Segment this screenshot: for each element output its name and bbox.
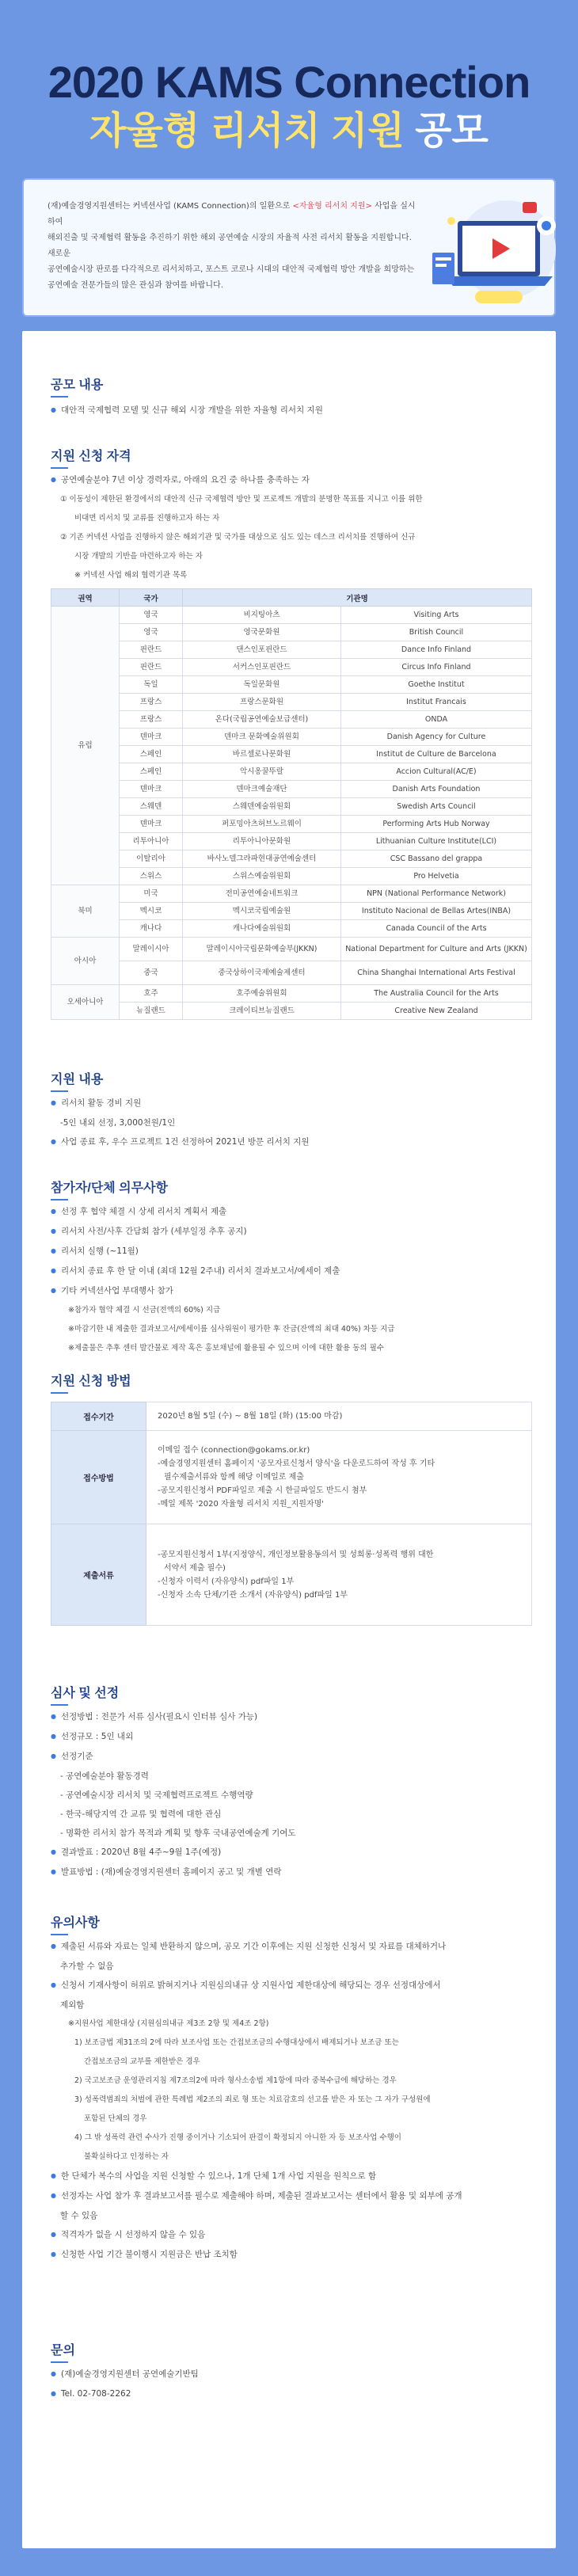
country-cell: 영국 (120, 607, 183, 624)
org-name-ko-cell: 독일문화원 (183, 676, 341, 694)
notes-line: 불확실하다고 인정하는 자 (84, 2152, 169, 2161)
section-apply (51, 1373, 532, 1626)
country-cell: 프랑스 (120, 711, 183, 729)
org-name-ko-cell: 바사노델그라파현대공연예술센터 (183, 850, 341, 868)
section-selection (51, 1685, 532, 1882)
intro-line-2: 해외진출 및 국제협력 활동을 추진하기 위한 해외 공연예술 시장의 자율적 사전 리서치 활동을 지원합니다. 새로운 (48, 234, 412, 258)
eligibility-line: 비대면 리서치 및 교류를 진행하고자 하는 자 (74, 514, 220, 523)
country-cell: 미국 (120, 885, 183, 903)
selection-criteria: - 공연예술시장 리서치 및 국제협력프로젝트 수행역량 (60, 1790, 253, 1800)
notes-line: 2) 국고보조금 운영관리지침 제7조의2에 따라 형사소송법 제1항에 따라 중복수급에 해당하는 경우 (74, 2076, 397, 2085)
eligibility-line: ② 기존 커넥션 사업을 진행하지 않은 해외기관 및 국가를 대상으로 심도 있는 데스크 리서치를 진행하여 신규 (60, 533, 416, 542)
org-name-en-cell: National Department for Culture and Arts (JKKN) (341, 938, 532, 961)
selection-line: ● 발표방법 : (재)예술경영지원센터 홈페이지 공고 및 개별 연락 (51, 1863, 532, 1882)
table-row (51, 816, 532, 833)
table-row (51, 920, 532, 938)
notes-line: 제외함 (60, 2000, 85, 2010)
org-name-ko-cell: 리투아니아문화원 (183, 833, 341, 850)
org-name-ko-cell: 온다(국립공연예술보급센터) (183, 711, 341, 729)
org-name-en-cell: Performing Arts Hub Norway (341, 816, 532, 833)
row-value (146, 1431, 532, 1524)
notes-line: 간접보조금의 교부를 제한받은 경우 (84, 2057, 200, 2066)
org-name-en-cell: The Australia Council for the Arts (341, 985, 532, 1003)
row-text: -공모지원신청서 PDF파일로 제출 시 한글파일도 반드시 첨부 (158, 1486, 367, 1495)
page-subtitle (0, 108, 578, 155)
country-cell: 캐나다 (120, 920, 183, 938)
eligibility-line: ① 이동성이 제한된 환경에서의 대안적 신규 국제협력 방안 및 프로젝트 개발의 분명한 목표를 지니고 이를 위한 (60, 495, 423, 504)
row-value (146, 1402, 532, 1431)
org-name-en-cell: Lithuanian Culture Institute(LCI) (341, 833, 532, 850)
org-name-ko-cell: 서커스인포핀란드 (183, 659, 341, 676)
notes-line: 할 수 있음 (60, 2211, 98, 2220)
table-row (51, 694, 532, 711)
region-cell: 아시아 (51, 938, 120, 985)
intro-text-a: (재)예술경영지원센터는 커넥션사업 (KAMS Connection)의 일환으로 (48, 202, 293, 211)
country-cell: 영국 (120, 624, 183, 641)
notes-line: ● 선정자는 사업 참가 후 결과보고서를 필수로 제출해야 하며, 제출된 결과보고서는 센터에서 활용 및 외부에 공개 (51, 2186, 532, 2206)
section-title-eligibility: 지원 신청 자격 (51, 448, 532, 466)
section-contact (51, 2342, 532, 2404)
org-name-en-cell: Instituto Nacional de Bellas Artes(INBA) (341, 903, 532, 920)
column-header: 국가 (120, 589, 183, 607)
country-cell: 리투아니아 (120, 833, 183, 850)
section-title-apply: 지원 신청 방법 (51, 1373, 532, 1391)
selection-criteria: - 한국-해당지역 간 교류 및 협력에 대한 관심 (60, 1809, 222, 1819)
org-name-en-cell: Danish Agency for Culture (341, 729, 532, 746)
section-notes (51, 1915, 532, 2265)
country-cell: 프랑스 (120, 694, 183, 711)
table-row (51, 961, 532, 985)
support-line: ● 리서치 활동 경비 지원 (51, 1094, 532, 1113)
duty-note: ※제출물은 추후 센터 발간물로 제작 혹은 홍보채널에 활용될 수 있으며 이에 대한 활용 동의 필수 (68, 1344, 384, 1353)
duty-line: ● 선정 후 협약 체결 시 상세 리서치 계획서 제출 (51, 1202, 532, 1222)
country-cell: 스웨덴 (120, 798, 183, 816)
table-row (51, 781, 532, 798)
notes-line: ● 신청한 사업 기간 불이행시 지원금은 반납 조치함 (51, 2245, 532, 2265)
row-text: 필수제출서류와 함께 해당 이메일로 제출 (164, 1473, 304, 1482)
row-text: -신청자 소속 단체/기관 소개서 (자유양식) pdf파일 1부 (158, 1590, 348, 1600)
table-row (51, 711, 532, 729)
table-row (51, 868, 532, 885)
table-row (51, 903, 532, 920)
country-cell: 덴마크 (120, 816, 183, 833)
selection-criteria: - 공연예술분야 활동경력 (60, 1771, 149, 1781)
country-cell: 독일 (120, 676, 183, 694)
duty-line: ● 리서치 종료 후 한 달 이내 (최대 12월 2주내) 리서치 결과보고서/예세이 제출 (51, 1261, 532, 1281)
table-row (51, 676, 532, 694)
selection-line: ● 선정규모 : 5인 내외 (51, 1727, 532, 1747)
section-title-contest: 공모 내용 (51, 377, 532, 394)
org-name-ko-cell: 캐나다예술위원회 (183, 920, 341, 938)
org-name-ko-cell: 바르셀로나문화원 (183, 746, 341, 763)
table-row (51, 850, 532, 868)
duty-line: ● 리서치 사전/사후 간담회 참가 (세부일정 추후 공지) (51, 1222, 532, 1242)
country-cell: 말레이시아 (120, 938, 183, 961)
column-header: 권역 (51, 589, 120, 607)
country-cell: 스위스 (120, 868, 183, 885)
selection-criteria: - 명확한 리서치 참가 목적과 계획 및 향후 국내공연예술계 기여도 (60, 1828, 296, 1838)
table-row (51, 798, 532, 816)
table-row (51, 1431, 532, 1524)
table-row (51, 641, 532, 659)
org-name-ko-cell: 말레이시아국립문화예술부(JKKN) (183, 938, 341, 961)
contest-line: ● 대안적 국제협력 모델 및 신규 해외 시장 개발을 위한 자율형 리서치 지원 (51, 401, 532, 420)
main-card (22, 331, 556, 2548)
org-name-ko-cell: 크레이티브뉴질랜드 (183, 1003, 341, 1020)
org-name-en-cell: Canada Council of the Arts (341, 920, 532, 938)
table-row (51, 985, 532, 1003)
apply-method-table (51, 1402, 532, 1626)
intro-line-3: 공연예술시장 판로를 다각적으로 리서치하고, 포스트 코로나 시대의 대안적 국제협력 방안 개발을 희망하는 (48, 265, 415, 274)
intro-box (22, 178, 556, 317)
intro-line-1 (48, 199, 420, 230)
org-name-ko-cell: 덴마크예술재단 (183, 781, 341, 798)
org-name-en-cell: Creative New Zealand (341, 1003, 532, 1020)
country-cell: 멕시코 (120, 903, 183, 920)
org-name-ko-cell: 악시옹꿀뚜랄 (183, 763, 341, 781)
table-row (51, 607, 532, 624)
org-name-en-cell: Institut de Culture de Barcelona (341, 746, 532, 763)
duty-note: ※마감기한 내 제출한 결과보고서/에세이를 심사위원이 평가한 후 잔금(잔액의 최대 40%) 차등 지급 (68, 1325, 395, 1334)
org-name-en-cell: British Council (341, 624, 532, 641)
org-name-ko-cell: 영국문화원 (183, 624, 341, 641)
region-cell: 유럽 (51, 607, 120, 885)
country-cell: 뉴질랜드 (120, 1003, 183, 1020)
selection-line: ● 결과발표 : 2020년 8월 4주~9월 1주(예정) (51, 1843, 532, 1863)
section-duties (51, 1180, 532, 1358)
org-name-en-cell: Accion Cultural(AC/E) (341, 763, 532, 781)
org-name-en-cell: CSC Bassano del grappa (341, 850, 532, 868)
duty-line: ● 기타 커넥션사업 부대행사 참가 (51, 1281, 532, 1301)
partner-org-table (51, 588, 532, 1020)
subtitle-accent: 자율형 리서치 지원 (89, 110, 405, 152)
contact-org: ● (재)예술경영지원센터 공연예술기반팀 (51, 2365, 532, 2384)
selection-line: ● 선정기준 (51, 1747, 532, 1767)
section-title-selection: 심사 및 선정 (51, 1685, 532, 1703)
org-name-ko-cell: 비지팅아츠 (183, 607, 341, 624)
org-name-en-cell: Pro Helvetia (341, 868, 532, 885)
region-cell: 북미 (51, 885, 120, 938)
intro-text-b: 사업을 실시하여 (48, 202, 416, 226)
table-body (51, 607, 532, 1020)
notes-line: 포함된 단체의 경우 (84, 2114, 147, 2123)
table-row (51, 833, 532, 850)
row-text: -메일 제목 '2020 자율형 리서치 지원_지원자명' (158, 1500, 325, 1509)
region-cell: 오세아니아 (51, 985, 120, 1020)
column-header: 기관명 (183, 589, 532, 607)
org-name-en-cell: Swedish Arts Council (341, 798, 532, 816)
org-name-ko-cell: 덴마크 문화예술위원회 (183, 729, 341, 746)
table-row (51, 624, 532, 641)
section-title-duties: 참가자/단체 의무사항 (51, 1180, 532, 1197)
eligibility-note: ※ 커넥션 사업 해외 협력기관 목록 (74, 571, 188, 580)
org-name-en-cell: NPN (National Performance Network) (341, 885, 532, 903)
country-cell: 덴마크 (120, 781, 183, 798)
eligibility-line: ● 공연예술분야 7년 이상 경력자로, 아래의 요건 중 하나를 충족하는 자 (51, 470, 532, 490)
table-row (51, 659, 532, 676)
org-name-ko-cell: 전미공연예술네트워크 (183, 885, 341, 903)
notes-line: ※지원사업 제한대상 (지원심의내규 제3조 2항 및 제4조 2항) (68, 2019, 269, 2028)
country-cell: 스페인 (120, 763, 183, 781)
intro-text (48, 199, 420, 294)
laptop-illustration (428, 194, 566, 321)
org-name-ko-cell: 댄스인포핀란드 (183, 641, 341, 659)
org-name-en-cell: Visiting Arts (341, 607, 532, 624)
section-eligibility (51, 448, 532, 1020)
country-cell: 호주 (120, 985, 183, 1003)
duty-line: ● 리서치 실행 (~11월) (51, 1242, 532, 1261)
org-name-ko-cell: 스위스예술위원회 (183, 868, 341, 885)
table-row (51, 763, 532, 781)
country-cell: 중국 (120, 961, 183, 985)
row-label: 접수기간 (51, 1402, 146, 1431)
row-text: 서약서 제출 필수) (164, 1563, 226, 1573)
table-row (51, 729, 532, 746)
org-name-en-cell: Dance Info Finland (341, 641, 532, 659)
section-contest (51, 377, 532, 420)
section-title-notes: 유의사항 (51, 1915, 532, 1932)
contact-phone: ● Tel. 02-708-2262 (51, 2384, 532, 2404)
country-cell: 덴마크 (120, 729, 183, 746)
row-text: 이메일 접수 (connection@gokams.or.kr) (158, 1446, 310, 1455)
row-text: 2020년 8월 5일 (수) ~ 8월 18일 (화) (15:00 마감) (158, 1412, 343, 1421)
notes-line: ● 적격자가 없을 시 선정하지 않을 수 있음 (51, 2225, 532, 2245)
table-row (51, 746, 532, 763)
org-name-en-cell: Circus Info Finland (341, 659, 532, 676)
row-value (146, 1524, 532, 1626)
notes-line: ● 신청서 기재사항이 허위로 밝혀지거나 지원심의내규 상 지원사업 제한대상에 해당되는 경우 선정대상에서 (51, 1976, 532, 1996)
notes-line: ● 한 단체가 복수의 사업을 지원 신청할 수 있으나, 1개 단체 1개 사업 지원을 원칙으로 함 (51, 2167, 532, 2186)
section-support (51, 1071, 532, 1152)
table-header-row (51, 589, 532, 607)
org-name-ko-cell: 프랑스문화원 (183, 694, 341, 711)
table-row (51, 885, 532, 903)
org-name-en-cell: China Shanghai International Arts Festival (341, 961, 532, 985)
notes-line: 1) 보조금법 제31조의 2에 따라 보조사업 또는 간접보조금의 수행대상에서 배제되거나 보조금 또는 (74, 2038, 399, 2047)
org-name-ko-cell: 멕시코국립예술원 (183, 903, 341, 920)
subtitle-suffix: 공모 (404, 110, 489, 152)
row-text: -예술경영지원센터 홈페이지 '공모자료신청서 양식'을 다운로드하여 작성 후 기타 (158, 1459, 435, 1468)
row-text: -신청자 이력서 (자유양식) pdf파일 1부 (158, 1577, 295, 1586)
org-name-en-cell: Danish Arts Foundation (341, 781, 532, 798)
row-label: 제출서류 (51, 1524, 146, 1626)
intro-highlight: <자율형 리서치 지원> (292, 202, 372, 211)
org-name-ko-cell: 스웨덴예술위원회 (183, 798, 341, 816)
table-row (51, 1524, 532, 1626)
country-cell: 이탈리아 (120, 850, 183, 868)
notes-line: 추가할 수 없음 (60, 1961, 114, 1971)
org-name-ko-cell: 퍼포밍아츠허브노르웨이 (183, 816, 341, 833)
org-name-ko-cell: 중국상하이국제예술제센터 (183, 961, 341, 985)
table-row (51, 1003, 532, 1020)
table-row (51, 1402, 532, 1431)
duty-note: ※참가자 협약 체결 시 선금(전액의 60%) 지급 (68, 1306, 221, 1315)
org-name-ko-cell: 호주예술위원회 (183, 985, 341, 1003)
title-area (0, 0, 578, 178)
selection-line: ● 선정방법 : 전문가 서류 심사(필요시 인터뷰 심사 가능) (51, 1707, 532, 1727)
section-title-support: 지원 내용 (51, 1071, 532, 1089)
support-line: -5인 내외 선정, 3,000천원/1인 (60, 1118, 176, 1128)
row-label: 접수방법 (51, 1431, 146, 1524)
notes-line: ● 제출된 서류와 자료는 일체 반환하지 않으며, 공모 기간 이후에는 지원 신청한 신청서 및 자료를 대체하거나 (51, 1937, 532, 1957)
support-line: ● 사업 종료 후, 우수 프로젝트 1건 선정하여 2021년 방문 리서치 지원 (51, 1132, 532, 1152)
section-title-contact: 문의 (51, 2342, 532, 2360)
page-title: 2020 KAMS Connection (48, 57, 530, 107)
table-row (51, 938, 532, 961)
org-name-en-cell: ONDA (341, 711, 532, 729)
notes-line: 3) 성폭력범죄의 처벌에 관한 특례법 제2조의 죄로 형 또는 치료감호의 선고를 받은 자 또는 그 자가 구성원에 (74, 2095, 431, 2104)
org-name-en-cell: Goethe Institut (341, 676, 532, 694)
country-cell: 핀란드 (120, 659, 183, 676)
org-name-en-cell: Institut Francais (341, 694, 532, 711)
intro-line-4: 공연예술 전문가들의 많은 관심과 참여를 바랍니다. (48, 281, 223, 290)
country-cell: 핀란드 (120, 641, 183, 659)
country-cell: 스페인 (120, 746, 183, 763)
eligibility-line: 시장 개발의 기반을 마련하고자 하는 자 (74, 552, 203, 561)
row-text: -공모지원신청서 1부(지정양식, 개인정보활용동의서 및 성희롱·성폭력 행위 대한 (158, 1550, 434, 1559)
notes-line: 4) 그 밖 성폭력 관련 수사가 진행 중이거나 기소되어 판결이 확정되지 아니한 자 등 보조사업 수행이 (74, 2133, 401, 2142)
